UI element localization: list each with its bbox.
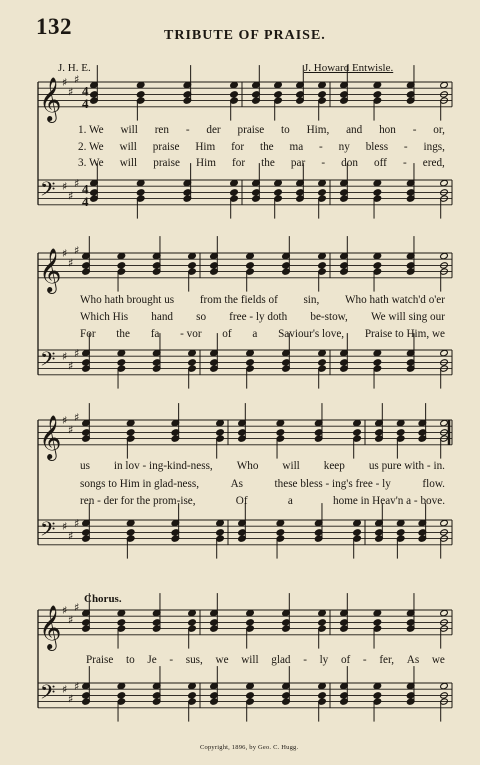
- note-head: [274, 189, 283, 196]
- lyric-syllable: for: [232, 157, 246, 169]
- lyric-syllable: will: [120, 124, 138, 136]
- lyric-line: [78, 124, 445, 136]
- time-signature: 4: [82, 83, 89, 99]
- note-head: [230, 179, 239, 186]
- note-head: [136, 91, 145, 98]
- lyric-syllable: praise: [153, 157, 180, 169]
- note-head: [373, 609, 382, 616]
- sharp-sign: ♯: [62, 350, 68, 364]
- note-head: [246, 349, 255, 356]
- lyric-syllable: ny: [338, 140, 350, 153]
- note-head: [318, 619, 327, 626]
- note-head: [188, 359, 197, 366]
- note-head: [188, 252, 197, 259]
- note-head: [440, 609, 449, 616]
- note-head: [126, 429, 135, 436]
- note-head: [246, 609, 255, 616]
- lyric-syllable: -: [321, 157, 326, 169]
- lyric-syllable: - vor: [180, 328, 202, 340]
- lyric-syllable: As: [230, 477, 243, 490]
- sharp-sign: ♯: [62, 683, 68, 697]
- lyric-syllable: 1. We: [78, 124, 104, 136]
- lyric-syllable: to: [126, 654, 135, 666]
- lyric-syllable: -: [319, 140, 323, 153]
- lyric-syllable: the: [259, 140, 274, 153]
- lyric-syllable: ered,: [422, 157, 445, 169]
- lyric-syllable: of: [340, 654, 351, 666]
- author-credit: J. H. E.: [58, 62, 91, 74]
- lyric-line: [78, 157, 445, 169]
- lyric-syllable: Him: [196, 157, 216, 169]
- note-head: [276, 519, 285, 526]
- time-signature: 4: [82, 95, 89, 111]
- lyric-syllable: of: [222, 328, 232, 340]
- lyric-syllable: Him,: [306, 124, 330, 136]
- lyric-syllable: a: [252, 328, 258, 340]
- note-head: [353, 429, 362, 436]
- note-head: [188, 692, 197, 699]
- lyric-syllable: 2. We: [78, 140, 104, 153]
- lyric-syllable: 3. We: [78, 157, 104, 169]
- note-head: [373, 359, 382, 366]
- sharp-sign: ♯: [62, 604, 68, 617]
- lyric-syllable: der: [206, 124, 221, 136]
- lyric-syllable: we: [431, 654, 445, 666]
- note-head: [216, 519, 225, 526]
- note-head: [246, 262, 255, 269]
- note-head: [440, 419, 449, 426]
- song-title: TRIBUTE OF PRAISE.: [164, 28, 326, 43]
- lyric-syllable: -: [303, 654, 307, 666]
- note-head: [216, 529, 225, 536]
- note-head: [216, 419, 225, 426]
- lyric-syllable: -: [362, 654, 367, 666]
- lyric-syllable: off: [374, 157, 387, 169]
- sharp-sign: ♯: [74, 517, 80, 531]
- note-head: [117, 619, 126, 626]
- treble-clef-icon: 𝄞: [39, 247, 62, 292]
- note-head: [440, 81, 449, 88]
- note-head: [246, 619, 255, 626]
- bass-clef-icon: 𝄢: [40, 347, 56, 376]
- sharp-sign: ♯: [74, 680, 80, 694]
- lyric-syllable: As: [406, 654, 420, 666]
- lyric-syllable: and: [346, 124, 363, 136]
- note-head: [373, 189, 382, 196]
- note-head: [276, 529, 285, 536]
- note-head: [318, 81, 327, 88]
- note-head: [440, 682, 449, 689]
- note-head: [373, 682, 382, 689]
- lyric-syllable: praise: [237, 124, 265, 136]
- bass-clef-icon: 𝄢: [40, 517, 56, 546]
- lyric-syllable: home in Heav'n a - bove.: [333, 495, 445, 507]
- lyric-syllable: glad: [271, 654, 291, 666]
- note-head: [396, 519, 405, 526]
- sharp-sign: ♯: [68, 529, 74, 543]
- note-head: [188, 262, 197, 269]
- treble-clef-icon: 𝄞: [39, 604, 62, 649]
- note-head: [318, 349, 327, 356]
- lyric-syllable: from the fields of: [199, 294, 278, 306]
- lyric-syllable: Praise to Him, we: [364, 328, 445, 340]
- sharp-sign: ♯: [74, 243, 80, 257]
- note-head: [136, 179, 145, 186]
- lyric-line: [80, 294, 445, 306]
- note-head: [117, 692, 126, 699]
- lyric-syllable: Of: [235, 495, 248, 507]
- lyric-syllable: Who hath watch'd o'er: [344, 294, 445, 306]
- note-head: [440, 179, 449, 186]
- sharp-sign: ♯: [68, 256, 74, 270]
- lyric-syllable: hon: [379, 124, 396, 136]
- lyric-line: [80, 495, 445, 507]
- lyric-syllable: a: [287, 495, 293, 507]
- note-head: [126, 529, 135, 536]
- lyric-syllable: ren - der for the prom-ise,: [80, 495, 196, 507]
- note-head: [126, 419, 135, 426]
- note-head: [117, 349, 126, 356]
- sharp-sign: ♯: [68, 613, 74, 627]
- note-head: [373, 619, 382, 626]
- note-head: [318, 91, 327, 98]
- sharp-sign: ♯: [68, 692, 74, 706]
- lyric-syllable: sin,: [303, 294, 320, 306]
- note-head: [318, 359, 327, 366]
- note-head: [353, 529, 362, 536]
- note-head: [373, 349, 382, 356]
- lyric-syllable: ly: [319, 654, 329, 666]
- time-signature: 4: [82, 193, 89, 209]
- sharp-sign: ♯: [62, 414, 68, 427]
- note-head: [373, 252, 382, 259]
- lyric-syllable: us pure with - in.: [368, 460, 445, 472]
- sharp-sign: ♯: [62, 247, 68, 260]
- lyric-syllable: hand: [151, 311, 174, 323]
- lyric-syllable: -: [185, 124, 190, 136]
- sharp-sign: ♯: [74, 72, 80, 86]
- note-head: [396, 529, 405, 536]
- lyric-syllable: Which His: [80, 311, 129, 323]
- note-head: [230, 189, 239, 196]
- lyric-syllable: us: [80, 460, 90, 472]
- lyric-syllable: Him: [195, 140, 216, 153]
- lyric-syllable: -: [402, 157, 407, 169]
- note-head: [440, 349, 449, 356]
- note-head: [353, 419, 362, 426]
- lyric-syllable: be-stow,: [310, 311, 348, 323]
- lyric-syllable: -: [403, 140, 408, 153]
- note-head: [353, 519, 362, 526]
- lyric-syllable: in lov - ing-kind-ness,: [113, 460, 213, 472]
- note-head: [276, 419, 285, 426]
- note-head: [396, 429, 405, 436]
- note-head: [246, 359, 255, 366]
- lyric-syllable: ren: [154, 124, 169, 136]
- lyric-syllable: bless: [365, 140, 389, 153]
- treble-clef-icon: 𝄞: [39, 414, 62, 459]
- sharp-sign: ♯: [74, 177, 80, 191]
- lyric-syllable: Who hath brought us: [80, 294, 175, 306]
- note-head: [318, 179, 327, 186]
- page-number: 132: [36, 14, 72, 39]
- note-head: [216, 429, 225, 436]
- lyric-syllable: so: [196, 311, 207, 323]
- note-head: [126, 519, 135, 526]
- note-head: [318, 609, 327, 616]
- lyric-syllable: sus,: [185, 654, 203, 666]
- lyric-syllable: keep: [323, 460, 345, 472]
- chorus-label: Chorus.: [84, 593, 122, 605]
- sharp-sign: ♯: [62, 76, 68, 89]
- lyric-line: [80, 311, 445, 323]
- lyric-syllable: for: [231, 140, 245, 153]
- note-head: [373, 91, 382, 98]
- lyric-syllable: We will sing our: [370, 311, 445, 323]
- lyric-syllable: will: [282, 460, 300, 472]
- note-head: [117, 609, 126, 616]
- note-head: [318, 189, 327, 196]
- lyric-syllable: will: [241, 654, 259, 666]
- note-head: [136, 81, 145, 88]
- lyric-syllable: the: [261, 157, 275, 169]
- note-head: [440, 519, 449, 526]
- copyright-notice: Copyright, 1896, by Geo. C. Hugg.: [200, 744, 299, 751]
- lyric-syllable: free - ly doth: [229, 311, 288, 323]
- note-head: [318, 692, 327, 699]
- time-signature: 4: [82, 181, 89, 197]
- note-head: [117, 682, 126, 689]
- note-head: [246, 252, 255, 259]
- lyric-syllable: flow.: [422, 477, 445, 490]
- lyric-line: [80, 328, 445, 340]
- note-head: [373, 81, 382, 88]
- lyric-syllable: par: [290, 157, 306, 169]
- note-head: [318, 682, 327, 689]
- bass-clef-icon: 𝄢: [40, 680, 56, 709]
- note-head: [246, 682, 255, 689]
- lyric-line: [80, 478, 445, 490]
- treble-clef-icon: 𝄞: [39, 76, 62, 121]
- sharp-sign: ♯: [74, 600, 80, 614]
- note-head: [117, 252, 126, 259]
- sharp-sign: ♯: [68, 359, 74, 373]
- lyric-syllable: fer,: [379, 654, 395, 666]
- note-head: [274, 81, 283, 88]
- lyric-syllable: Praise: [86, 654, 114, 666]
- lyric-syllable: the: [116, 328, 130, 340]
- lyric-syllable: ma: [289, 140, 304, 153]
- note-head: [373, 262, 382, 269]
- lyric-line: [78, 141, 445, 153]
- note-head: [373, 179, 382, 186]
- sharp-sign: ♯: [74, 347, 80, 361]
- bass-clef-icon: 𝄢: [40, 177, 56, 206]
- lyric-line: [86, 654, 445, 666]
- lyric-syllable: don: [341, 157, 358, 169]
- note-head: [117, 359, 126, 366]
- lyric-syllable: will: [119, 157, 138, 169]
- note-head: [188, 619, 197, 626]
- note-head: [188, 609, 197, 616]
- note-head: [440, 252, 449, 259]
- note-head: [274, 179, 283, 186]
- sharp-sign: ♯: [68, 423, 74, 437]
- lyric-syllable: For: [80, 328, 96, 340]
- lyric-syllable: or,: [433, 124, 445, 136]
- lyric-syllable: will: [119, 140, 137, 153]
- sharp-sign: ♯: [74, 410, 80, 424]
- note-head: [274, 91, 283, 98]
- lyric-syllable: songs to Him in glad-ness,: [80, 477, 200, 490]
- sharp-sign: ♯: [68, 189, 74, 203]
- note-head: [246, 692, 255, 699]
- lyric-syllable: -: [412, 124, 417, 136]
- sharp-sign: ♯: [68, 85, 74, 99]
- note-head: [276, 429, 285, 436]
- lyric-syllable: praise: [152, 140, 180, 153]
- note-head: [318, 262, 327, 269]
- note-head: [318, 252, 327, 259]
- lyric-syllable: Je: [147, 654, 157, 666]
- lyric-syllable: Who: [236, 460, 259, 472]
- lyric-syllable: to: [281, 124, 290, 136]
- lyric-syllable: these bless - ing's free - ly: [274, 477, 391, 490]
- note-head: [230, 81, 239, 88]
- note-head: [188, 349, 197, 356]
- lyric-syllable: -: [169, 654, 174, 666]
- lyric-syllable: ings,: [423, 140, 445, 153]
- note-head: [396, 419, 405, 426]
- note-head: [188, 682, 197, 689]
- lyric-syllable: fa: [150, 328, 160, 340]
- sharp-sign: ♯: [62, 520, 68, 534]
- lyric-line: [80, 460, 445, 472]
- composer-credit: J. Howard Entwisle.: [304, 62, 394, 74]
- note-head: [230, 91, 239, 98]
- lyric-syllable: we: [215, 654, 229, 666]
- sharp-sign: ♯: [62, 180, 68, 194]
- note-head: [373, 692, 382, 699]
- note-head: [117, 262, 126, 269]
- note-head: [136, 189, 145, 196]
- lyric-syllable: Saviour's love,: [278, 328, 345, 340]
